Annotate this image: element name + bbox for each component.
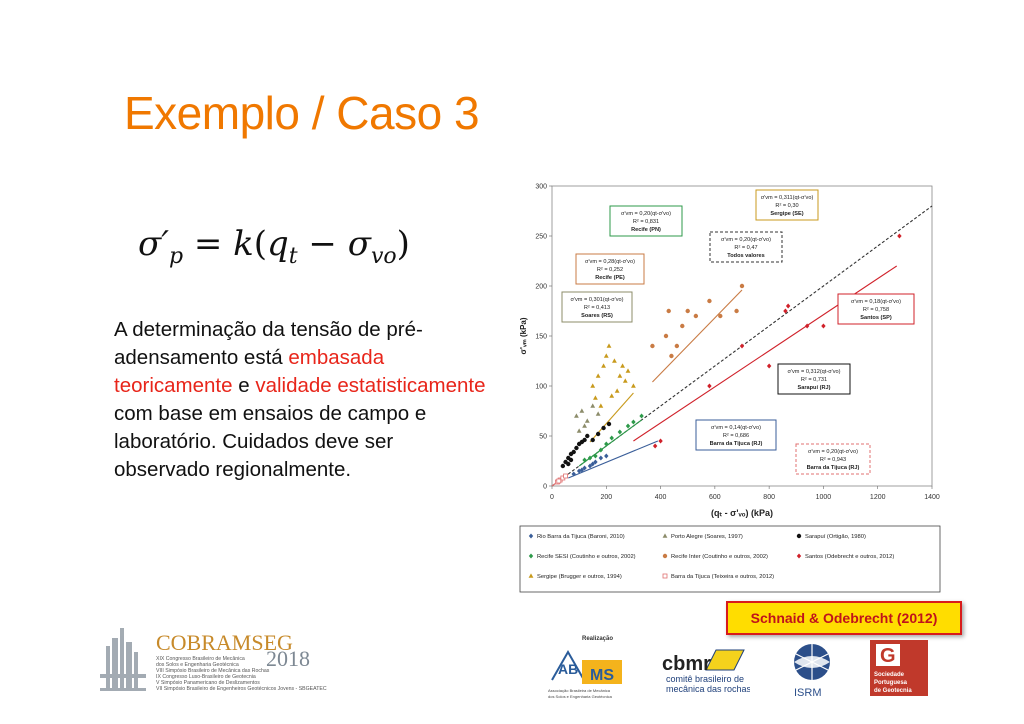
- slide-title: Exemplo / Caso 3: [124, 87, 480, 139]
- data-point: [582, 438, 586, 442]
- cobramseg-line: VII Simpósio Brasileiro de Engenheiros Geotécnicos Jovens - SBGEATEC: [156, 686, 327, 692]
- fit-annotation-text: Soares (RS): [581, 313, 613, 319]
- legend-label: Porto Alegre (Soares, 1997): [671, 534, 743, 540]
- paragraph-highlight-1: embasada teoricamente: [114, 346, 385, 397]
- fit-annotation-text: σ'vm = 0,312(qt-σ'vo): [787, 369, 841, 375]
- cobramseg-line: XIX Congresso Brasileiro de Mecânica: [156, 656, 245, 662]
- legend-label: Sergipe (Brugger e outros, 1994): [537, 574, 622, 580]
- fit-annotation-text: Todos valores: [727, 253, 765, 259]
- spg-caption-1: Sociedade: [874, 672, 905, 678]
- fit-annotation-text: σ'vm = 0,28(qt-σ'vo): [585, 259, 635, 265]
- cobramseg-line: VIII Simpósio Brasileiro de Mecânica das Rochas: [156, 668, 270, 674]
- spg-caption-3: de Geotecnia: [874, 688, 912, 694]
- fit-annotation-text: σ'vm = 0,311(qt-σ'vo): [760, 195, 814, 201]
- data-point: [569, 458, 573, 462]
- cbmr-name: cbmr: [662, 653, 711, 675]
- fit-annotation-text: Recife (PE): [595, 275, 625, 281]
- x-tick-label: 1000: [815, 494, 832, 501]
- chart-svg: [518, 176, 950, 596]
- formula-q: q: [267, 224, 289, 264]
- reference-box: Schnaid & Odebrecht (2012): [726, 601, 962, 635]
- formula-sigma-prime: σ′: [138, 224, 169, 264]
- fit-annotation-text: Barra da Tijuca (RJ): [709, 441, 763, 447]
- data-point: [686, 309, 690, 313]
- fit-annotation-text: R² = 0,30: [775, 203, 799, 209]
- sponsor-label: Realização: [582, 636, 614, 642]
- paragraph-text-3: com base em ensaios de campo e laboratório. Cuidados deve ser observado regionalmente.: [114, 402, 427, 481]
- x-tick-label: 600: [709, 494, 721, 501]
- fit-annotation-text: Sergipe (SE): [770, 211, 804, 217]
- legend-label: Santos (Odebrecht e outros, 2012): [805, 554, 895, 560]
- legend-label: Recife SESI (Coutinho e outros, 2002): [537, 554, 636, 560]
- cobramseg-line: IX Congresso Luso-Brasileiro de Geotecnia: [156, 674, 256, 680]
- y-tick-label: 300: [535, 183, 547, 191]
- formula: [138, 224, 410, 269]
- spg-logo-icon: [870, 640, 928, 696]
- body-paragraph: [114, 316, 486, 484]
- formula-close-paren: ): [396, 224, 410, 264]
- formula-k: k: [233, 224, 254, 264]
- data-point: [680, 324, 684, 328]
- isrm-logo: [784, 640, 840, 700]
- spg-caption-2: Portuguesa: [874, 680, 908, 686]
- spg-logo: [870, 640, 928, 696]
- fit-annotation-text: Santos (SP): [860, 315, 892, 321]
- cobramseg-year: 2018: [266, 646, 310, 671]
- data-point: [601, 426, 605, 430]
- fit-annotation-text: Barra da Tijuca (RJ): [806, 465, 860, 471]
- fit-annotation-text: σ'vm = 0,18(qt-σ'vo): [851, 299, 901, 305]
- data-point: [585, 434, 589, 438]
- data-point: [574, 446, 578, 450]
- fit-annotation-text: σ'vm = 0,301(qt-σ'vo): [570, 297, 624, 303]
- abms-logo-icon: [548, 644, 626, 700]
- formula-sub-p: p: [168, 243, 184, 269]
- data-point: [707, 299, 711, 303]
- paragraph-highlight-2: validade estatisticamente: [255, 374, 486, 397]
- cobramseg-name: COBRAMSEG: [156, 630, 293, 655]
- abms-bottom-text: MS: [590, 667, 614, 684]
- chart: [518, 176, 950, 596]
- legend-label: Sarapuí (Ortigão, 1980): [805, 534, 866, 540]
- fit-annotation-text: R² = 0,943: [819, 457, 847, 463]
- formula-open-paren: (: [253, 224, 268, 264]
- x-tick-label: 200: [600, 494, 613, 501]
- data-point: [561, 464, 565, 468]
- data-point: [557, 479, 561, 483]
- fit-annotation-text: R² = 0,252: [596, 267, 624, 273]
- data-point: [572, 450, 576, 454]
- fit-annotation-text: σ'vm = 0,20(qt-σ'vo): [621, 211, 671, 217]
- data-point: [591, 438, 595, 442]
- fit-annotation-text: Recife (PN): [631, 227, 661, 233]
- data-point: [664, 334, 668, 338]
- abms-caption-2: dos Solos e Engenharia Geotécnica: [548, 694, 612, 699]
- fit-annotation-text: Sarapuí (RJ): [797, 385, 831, 391]
- cobramseg-logo: [96, 624, 336, 704]
- data-point: [667, 309, 671, 313]
- paragraph-text-1: A determinação da tensão de pré-adensamento está: [114, 318, 423, 369]
- cbmr-logo-icon: [660, 646, 750, 696]
- formula-equals: =: [183, 224, 234, 264]
- y-tick-label: 0: [543, 483, 547, 491]
- fit-annotation-text: R² = 0,731: [800, 377, 828, 383]
- spg-letter: G: [880, 645, 896, 667]
- formula-minus: −: [297, 224, 348, 264]
- cobramseg-caption: [156, 656, 327, 692]
- fit-annotation-text: σ'vm = 0,20(qt-σ'vo): [808, 449, 858, 455]
- fit-annotation-text: R² = 0,758: [862, 307, 890, 313]
- x-tick-label: 400: [654, 494, 667, 501]
- paragraph-text-2: e: [232, 374, 256, 397]
- cobramseg-line: dos Solos e Engenharia Geotécnica: [156, 662, 239, 668]
- legend-label: Rio Barra da Tijuca (Baroni, 2010): [537, 534, 625, 540]
- data-point: [566, 462, 570, 466]
- x-tick-label: 0: [550, 494, 554, 501]
- isrm-text: ISRM: [794, 687, 822, 699]
- y-tick-label: 100: [535, 383, 547, 391]
- legend-marker: [663, 574, 667, 578]
- cbmr-caption-1: comitê brasileiro de: [666, 674, 745, 684]
- data-point: [650, 344, 654, 348]
- cbmr-caption-2: mecânica das rochas: [666, 684, 750, 694]
- fit-annotation-text: σ'vm = 0,20(qt-σ'vo): [721, 237, 771, 243]
- data-point: [669, 354, 673, 358]
- data-point: [675, 344, 679, 348]
- abms-logo: [548, 644, 626, 700]
- x-tick-label: 1200: [869, 494, 886, 501]
- data-point: [564, 474, 568, 478]
- formula-sub-t: t: [288, 243, 298, 269]
- abms-top-text: AB: [558, 661, 579, 677]
- data-point: [718, 314, 722, 318]
- data-point: [596, 432, 600, 436]
- fit-annotation-text: R² = 0,831: [632, 219, 660, 225]
- y-axis-label: σ'ᵥₘ (kPa): [519, 317, 528, 355]
- y-tick-label: 250: [535, 233, 547, 241]
- x-tick-label: 800: [763, 494, 775, 501]
- formula-sub-vo: vo: [370, 243, 397, 269]
- legend-marker: [797, 534, 801, 538]
- legend-label: Barra da Tijuca (Teixeira e outros, 2012): [671, 574, 775, 580]
- x-tick-label: 1400: [924, 494, 940, 501]
- fit-annotation-text: σ'vm = 0,14(qt-σ'vo): [711, 425, 761, 431]
- y-tick-label: 150: [535, 333, 547, 341]
- cbmr-logo: [660, 646, 750, 696]
- y-tick-label: 200: [535, 283, 547, 291]
- formula-sigma: σ: [347, 224, 371, 264]
- legend-marker: [663, 554, 667, 558]
- fit-annotation-text: R² = 0,413: [583, 305, 611, 311]
- isrm-globe-icon: [784, 640, 840, 700]
- cobramseg-line: V Simpósio Panamericano de Deslizamentos: [156, 680, 260, 686]
- x-axis-label: (qₜ - σ'ᵥₒ) (kPa): [711, 508, 773, 518]
- fit-annotation-text: R² = 0,686: [722, 433, 750, 439]
- abms-caption-1: Associação Brasileira de Mecânica: [548, 688, 611, 693]
- data-point: [740, 284, 744, 288]
- data-point: [694, 314, 698, 318]
- fit-annotation-text: R² = 0,47: [734, 245, 758, 251]
- legend-label: Recife Inter (Coutinho e outros, 2002): [671, 554, 768, 560]
- data-point: [734, 309, 738, 313]
- y-tick-label: 50: [539, 433, 547, 441]
- data-point: [607, 422, 611, 426]
